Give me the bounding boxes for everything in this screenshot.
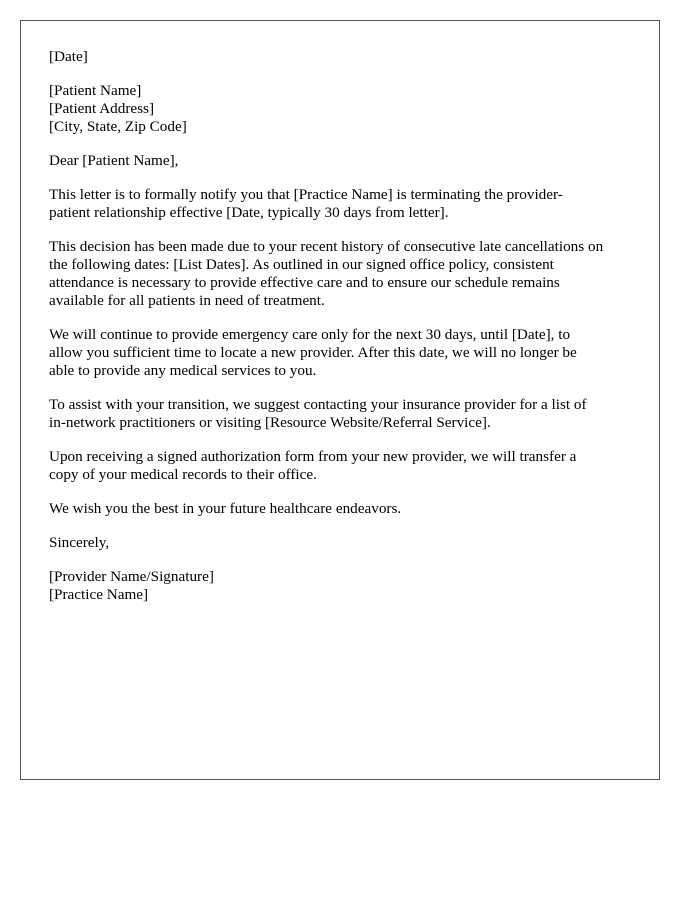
paragraph-transition	[49, 396, 641, 432]
paragraph-line: the following dates: [List Dates]. As outlined in our signed office policy, consistent	[49, 256, 554, 273]
letter-page	[20, 20, 660, 780]
paragraph-well-wishes	[49, 500, 641, 518]
recipient-address: [Patient Address]	[49, 100, 155, 117]
paragraph-emergency-care	[49, 326, 641, 380]
paragraph-reason	[49, 238, 641, 310]
recipient-address-block	[49, 82, 641, 136]
paragraph-line: copy of your medical records to their office.	[49, 466, 317, 483]
signature-block	[49, 568, 641, 604]
recipient-name: [Patient Name]	[49, 82, 142, 99]
paragraph-line: We wish you the best in your future healthcare endeavors.	[49, 500, 402, 517]
salutation-block	[49, 152, 641, 170]
date-block	[49, 48, 641, 66]
paragraph-line: able to provide any medical services to you.	[49, 362, 317, 379]
provider-signature: [Provider Name/Signature]	[49, 568, 214, 585]
paragraph-line: We will continue to provide emergency care only for the next 30 days, until [Date], to	[49, 326, 571, 343]
paragraph-line: allow you sufficient time to locate a new provider. After this date, we will no longer be	[49, 344, 577, 361]
paragraph-line: patient relationship effective [Date, typically 30 days from letter].	[49, 204, 449, 221]
paragraph-records-transfer	[49, 448, 641, 484]
paragraph-line: To assist with your transition, we suggest contacting your insurance provider for a list of	[49, 396, 587, 413]
paragraph-line: in-network practitioners or visiting [Resource Website/Referral Service].	[49, 414, 491, 431]
practice-name: [Practice Name]	[49, 586, 149, 603]
letter-date: [Date]	[49, 48, 88, 65]
paragraph-line: This decision has been made due to your recent history of consecutive late cancellations on	[49, 238, 604, 255]
recipient-city-state-zip: [City, State, Zip Code]	[49, 118, 187, 135]
closing-block	[49, 534, 641, 552]
letter-body	[49, 48, 641, 604]
closing: Sincerely,	[49, 534, 110, 551]
salutation: Dear [Patient Name],	[49, 152, 179, 169]
paragraph-line: available for all patients in need of treatment.	[49, 292, 325, 309]
paragraph-line: attendance is necessary to provide effective care and to ensure our schedule remains	[49, 274, 560, 291]
paragraph-line: Upon receiving a signed authorization form from your new provider, we will transfer a	[49, 448, 577, 465]
paragraph-notification	[49, 186, 641, 222]
paragraph-line: This letter is to formally notify you that [Practice Name] is terminating the provider-	[49, 186, 563, 203]
